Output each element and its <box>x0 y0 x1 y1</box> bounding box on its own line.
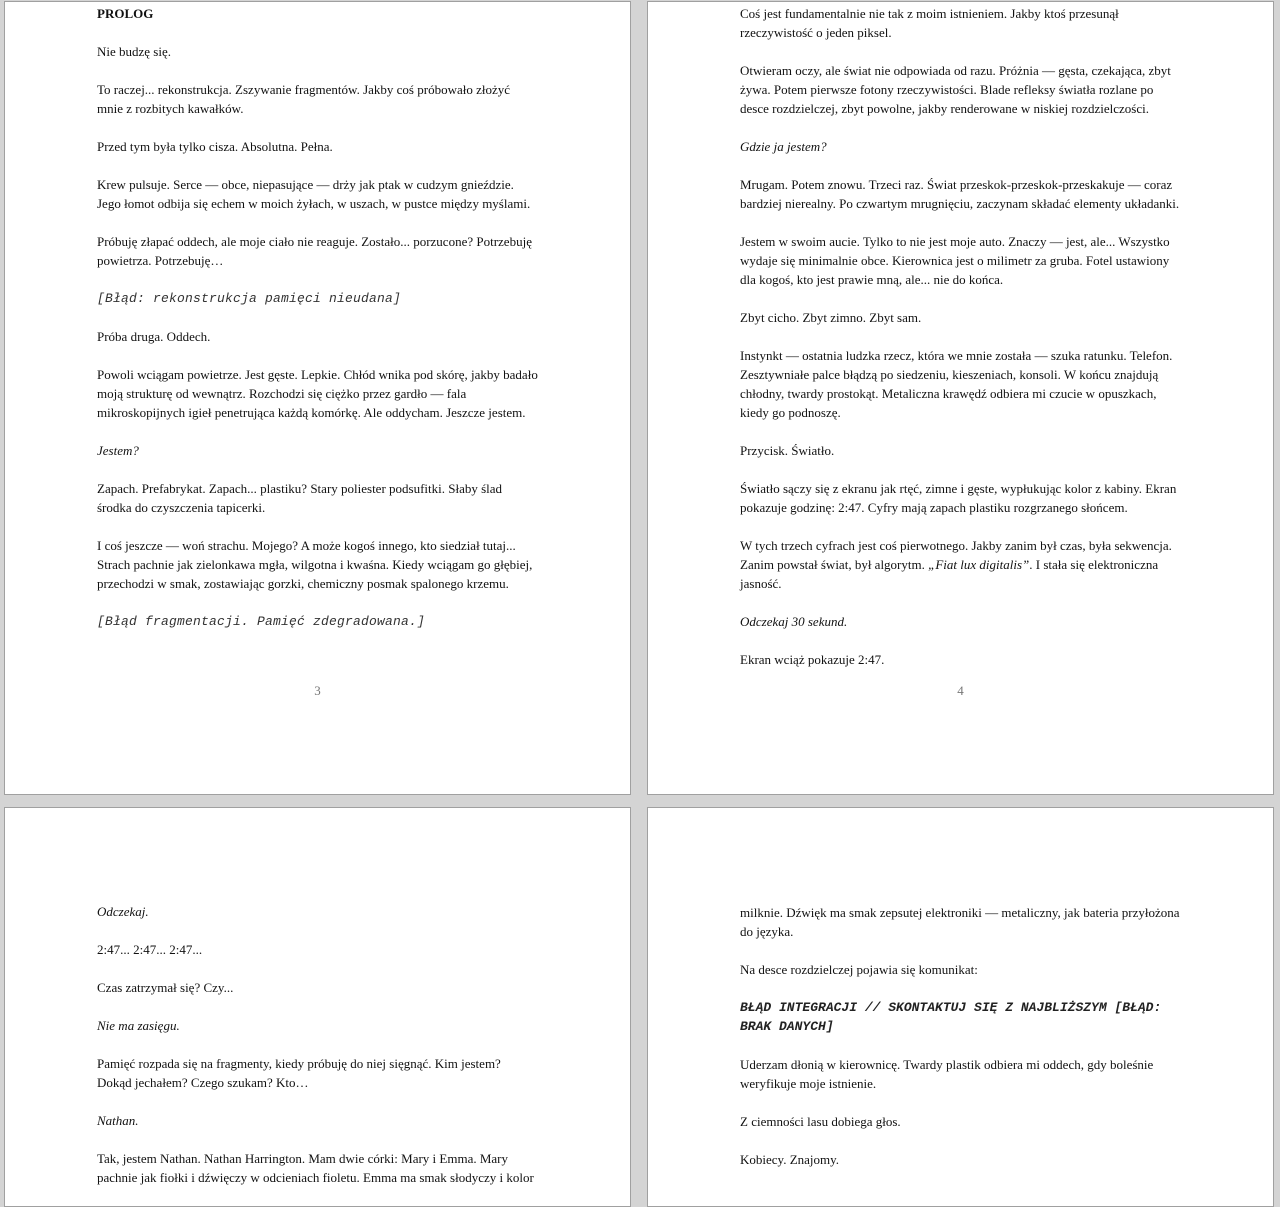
paragraph: Powoli wciągam powietrze. Jest gęste. Lepkie. Chłód wnika pod skórę, jakby badało moją strukturę od wewnątrz. Rozchodzi się ciężko przez gardło — fala mikroskopijnych igieł penetrująca każdą komórkę. Ale oddycham. Jeszcze jestem. <box>97 367 538 420</box>
paragraph: Otwieram oczy, ale świat nie odpowiada od razu. Próżnia — gęsta, czekająca, zbyt żywa. Potem pierwsze fotony rzeczywistości. Blade refleksy światła rozlane po desce rozdzielczej, zbyt powolne, jakby renderowane w niskiej rozdzielczości. <box>740 63 1171 116</box>
paragraph: 2:47... 2:47... 2:47... <box>97 942 203 957</box>
document-page-5[interactable] <box>4 807 631 1207</box>
paragraph: Ekran wciąż pokazuje 2:47. <box>740 652 885 667</box>
paragraph: Uderzam dłonią w kierownicę. Twardy plastik odbiera mi oddech, gdy boleśnie weryfikuje moje istnienie. <box>740 1057 1154 1091</box>
page-content <box>740 4 1200 688</box>
paragraph: Krew pulsuje. Serce — obce, niepasujące — drży jak ptak w cudzym gnieździe. Jego łomot odbija się echem w moich żyłach, w uszach, w pustce między myślami. <box>97 177 531 211</box>
paragraph <box>740 536 1200 593</box>
paragraph: I coś jeszcze — woń strachu. Mojego? A może kogoś innego, kto siedział tutaj... Strach pachnie jak zielonkawa mgła, wilgotna i kwaśna. Kiedy wciągam go głębiej, przechodzi w smak, zostawiając gorzki, chemiczny posmak spalonego krzemu. <box>97 538 533 591</box>
paragraph: Gdzie ja jestem? <box>740 139 827 154</box>
paragraph: Zbyt cicho. Zbyt zimno. Zbyt sam. <box>740 310 922 325</box>
paragraph: [Błąd: rekonstrukcja pamięci nieudana] <box>97 291 402 306</box>
paragraph: Jestem w swoim aucie. Tylko to nie jest moje auto. Znaczy — jest, ale... Wszystko wydaje się minimalnie obce. Kierownica jest o milimetr za gruba. Fotel ustawiony dla kogoś, kto jest prawie mną, ale... nie do końca. <box>740 234 1170 287</box>
document-page-3[interactable] <box>4 1 631 795</box>
paragraph: Jestem? <box>97 443 139 458</box>
paragraph: Tak, jestem Nathan. Nathan Harrington. Mam dwie córki: Mary i Emma. Mary pachnie jak fiołki i dźwięczy w odcieniach fioletu. Emma ma smak słodyczy i kolor <box>97 1151 534 1185</box>
paragraph: Pamięć rozpada się na fragmenty, kiedy próbuję do niej sięgnąć. Kim jestem? Dokąd jechałem? Czego szukam? Kto… <box>97 1056 501 1090</box>
paragraph: Czas zatrzymał się? Czy... <box>97 980 234 995</box>
paragraph: Coś jest fundamentalnie nie tak z moim istnieniem. Jakby ktoś przesunął rzeczywistość o jeden piksel. <box>740 6 1119 40</box>
paragraph: Światło sączy się z ekranu jak rtęć, zimne i gęste, wypłukując kolor z kabiny. Ekran pokazuje godzinę: 2:47. Cyfry mają zapach plastiku rozgrzanego słońcem. <box>740 481 1177 515</box>
paragraph: Przycisk. Światło. <box>740 443 835 458</box>
page-number: 4 <box>957 683 964 698</box>
paragraph: Zapach. Prefabrykat. Zapach... plastiku? Stary poliester podsufitki. Słaby ślad środka do czyszczenia tapicerki. <box>97 481 503 515</box>
paragraph: To raczej... rekonstrukcja. Zszywanie fragmentów. Jakby coś próbowało złożyć mnie z rozbitych kawałków. <box>97 82 511 116</box>
paragraph: Mrugam. Potem znowu. Trzeci raz. Świat przeskok-przeskok-przeskakuje — coraz bardziej nierealny. Po czwartym mrugnięciu, zaczynam składać elementy układanki. <box>740 177 1180 211</box>
page-content <box>97 4 557 650</box>
page-number: 3 <box>314 683 321 698</box>
paragraph: [Błąd fragmentacji. Pamięć zdegradowana.] <box>97 614 426 629</box>
paragraph: Próbuję złapać oddech, ale moje ciało nie reaguje. Zostało... porzucone? Potrzebuję powietrza. Potrzebuję… <box>97 234 532 268</box>
paragraph: Próba druga. Oddech. <box>97 329 211 344</box>
document-page-6[interactable] <box>647 807 1274 1207</box>
chapter-heading: PROLOG <box>97 6 154 21</box>
text-segment: W tych trzech cyfrach jest coś pierwotnego. Jakby zanim był czas, była sekwencja. Zanim powstał świat, był algorytm. <box>740 538 1172 572</box>
page-content <box>740 903 1200 1188</box>
paragraph: Odczekaj 30 sekund. <box>740 614 848 629</box>
paragraph: milknie. Dźwięk ma smak zepsutej elektroniki — metaliczny, jak bateria przyłożona do języka. <box>740 905 1180 939</box>
page-content <box>97 902 557 1206</box>
paragraph: Na desce rozdzielczej pojawia się komunikat: <box>740 962 978 977</box>
paragraph: Nie ma zasięgu. <box>97 1018 180 1033</box>
paragraph: Nathan. <box>97 1113 139 1128</box>
paragraph: Z ciemności lasu dobiega głos. <box>740 1114 901 1129</box>
paragraph: Nie budzę się. <box>97 44 172 59</box>
text-segment: „Fiat lux digitalis” <box>928 557 1030 572</box>
document-page-4[interactable] <box>647 1 1274 795</box>
text-segment: . I stała się elektroniczna jasność. <box>740 557 1159 591</box>
paragraph: Odczekaj. <box>97 904 149 919</box>
paragraph: Przed tym była tylko cisza. Absolutna. Pełna. <box>97 139 333 154</box>
paragraph: Instynkt — ostatnia ludzka rzecz, która we mnie została — szuka ratunku. Telefon. Zesztywniałe palce błądzą po siedzeniu, kieszeniach, konsoli. W końcu znajdują chłodny, twardy prostokąt. Metaliczna krawędź odbiera mi czucie w opuszkach, kiedy go podnoszę. <box>740 348 1173 420</box>
paragraph: BŁĄD INTEGRACJI // SKONTAKTUJ SIĘ Z NAJBLIŻSZYM [BŁĄD: BRAK DANYCH] <box>740 1000 1162 1034</box>
paragraph: Kobiecy. Znajomy. <box>740 1152 840 1167</box>
